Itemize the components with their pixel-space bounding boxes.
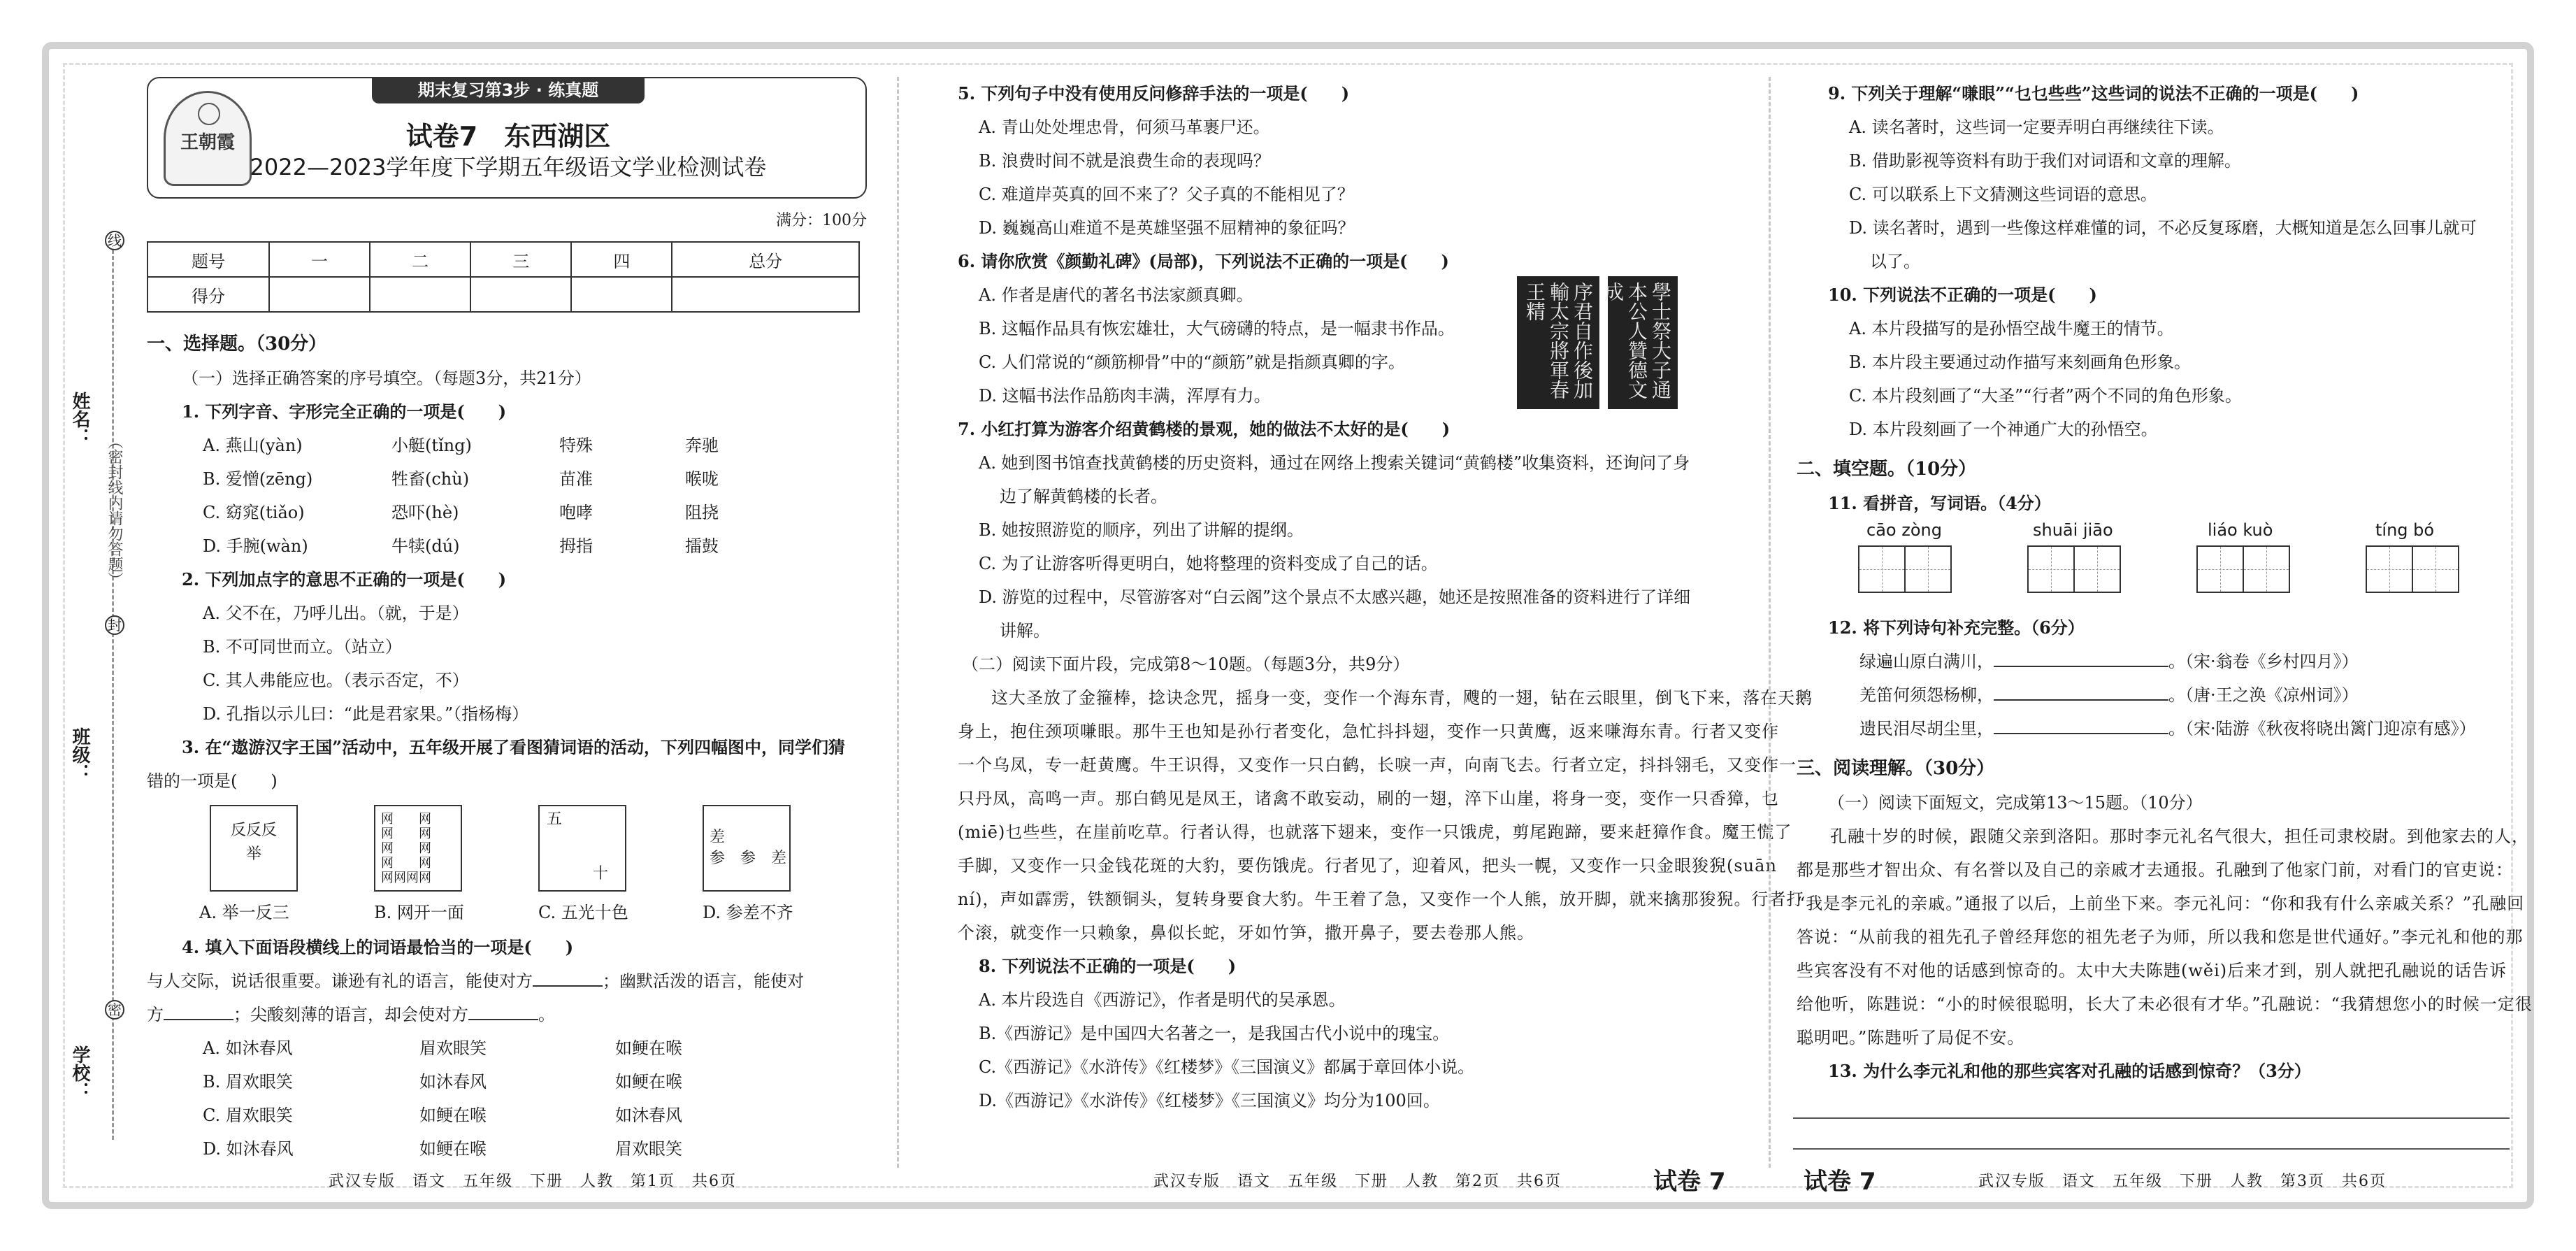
- option: A. 青山处处埋忠骨，何须马革裹尸还。: [979, 117, 1270, 137]
- option-word: 恐吓(hè): [391, 503, 459, 522]
- question-4-text-2: [147, 998, 867, 1031]
- footer-page-2: 武汉专版 语文 五年级 下册 人教 第2页 共6页: [1153, 1173, 1562, 1190]
- option: B. 她按照游览的顺序，列出了讲解的提纲。: [979, 520, 1304, 540]
- option-word: 奔驰: [685, 436, 719, 455]
- option: A. 读名著时，这些词一定要弄明白再继续往下读。: [1849, 117, 2224, 137]
- question-2-options: [147, 596, 867, 731]
- poem-source: 。（宋·陆游《秋夜将晓出篱门迎凉有感》）: [2168, 719, 2476, 738]
- option-word: 如沐春风: [615, 1106, 682, 1125]
- option: D. 孔指以示儿曰：“此是君家果。”（指杨梅）: [203, 704, 529, 724]
- score-table-row: [147, 277, 859, 312]
- question-7: 7. 小红打算为游客介绍黄鹤楼的景观，她的做法不太好的是( ): [958, 419, 1451, 439]
- question-4-text-1: [147, 964, 867, 998]
- option: A. 本片段选自《西游记》，作者是明代的吴承恩。: [979, 990, 1346, 1010]
- char-box[interactable]: [1904, 545, 1952, 593]
- question-8-options: [958, 983, 1741, 1117]
- question-4-segment: ；尖酸刻薄的语言，却会使对方: [233, 1005, 468, 1024]
- question-4-segment: 。: [538, 1005, 555, 1024]
- option: D.《西游记》《水浒传》《红楼梦》《三国演义》均分为100回。: [979, 1091, 1440, 1110]
- poem-line: 羌笛何须怨杨柳，: [1859, 685, 1994, 705]
- option-cont: 讲解。: [1000, 621, 1050, 641]
- option: C. 可以联系上下文猜测这些词语的意思。: [1849, 185, 2157, 204]
- score-cell[interactable]: [370, 277, 470, 312]
- option: A. 如沐春风: [203, 1038, 293, 1058]
- char-box[interactable]: [2073, 545, 2121, 593]
- passage-line: 些宾客没有不对他的话感到惊奇的。太中大夫陈韪(wěi)后来才到，别人就把孔融说的话告诉: [1797, 961, 2507, 980]
- option: D. 本片段刻画了一个神通广大的孙悟空。: [1849, 420, 2158, 439]
- option: A. 作者是唐代的著名书法家颜真卿。: [979, 285, 1253, 305]
- poem-row: [1859, 645, 2517, 678]
- option-word: 眉欢眼笑: [615, 1139, 682, 1159]
- seal-char-1: 线: [105, 231, 124, 250]
- pinyin-label: cāo zòng: [1866, 520, 1942, 540]
- full-score: 满分：100分: [776, 212, 867, 229]
- option-word: 小艇(tǐng): [391, 436, 472, 455]
- option-row: [203, 529, 867, 563]
- passage-line: “我是李元礼的亲戚。”通报了以后，上前坐下来。李元礼问：“你和我有什么亲戚关系？”孔融回: [1797, 894, 2525, 913]
- poem-row: [1859, 712, 2517, 745]
- option: D. 如沐春风: [203, 1139, 294, 1159]
- answer-blank[interactable]: [164, 1019, 233, 1020]
- option-row: [203, 1132, 867, 1166]
- question-7-options: [958, 446, 1741, 648]
- char-box-pair[interactable]: [2027, 545, 2120, 596]
- header-banner: 期末复习第3步 · 练真题: [372, 77, 645, 103]
- question-11: 11. 看拼音，写词语。（4分）: [1828, 493, 2051, 513]
- exam-number-3: 试卷 7: [1804, 1168, 1876, 1196]
- answer-blank[interactable]: [1994, 733, 2168, 734]
- school-label: 学校：: [69, 1045, 90, 1100]
- question-5: 5. 下列句子中没有使用反问修辞手法的一项是( ): [958, 83, 1350, 103]
- calligraphy-image-1: 序君自作後加輸太宗將軍春王精: [1517, 276, 1599, 409]
- question-10-options: [1797, 312, 2517, 446]
- seal-char-3: 密: [105, 1000, 124, 1020]
- class-label: 班级：: [69, 727, 90, 782]
- score-header-cell: 一: [269, 242, 370, 277]
- option: D. 手腕(wàn): [203, 536, 308, 556]
- option-row: [203, 462, 867, 496]
- option-row: [203, 429, 867, 462]
- option: B. 这幅作品具有恢宏雄壮，大气磅礴的特点，是一幅隶书作品。: [979, 319, 1455, 338]
- poem-lines: [1797, 645, 2517, 745]
- passage-line: 这大圣放了金箍棒，捻诀念咒，摇身一变，变作一个海东青，飕的一翅，钻在云眼里，倒飞下来，落在天鹅: [991, 688, 1813, 708]
- score-row-label: 得分: [147, 277, 269, 312]
- option-word: 眉欢眼笑: [419, 1038, 487, 1058]
- passage-line: (miē)乜些些，在崖前吃草。行者认得，也就落下翅来，变作一只饿虎，剪尾跑蹄，要来赶獐作食。魔王慌了: [958, 822, 1792, 842]
- answer-line[interactable]: [1793, 1148, 2510, 1150]
- picture-caption: C. 五光十色: [538, 903, 628, 922]
- option-word: 如鲠在喉: [615, 1038, 682, 1058]
- option-word: 特殊: [559, 436, 593, 455]
- picture-caption: A. 举一反三: [199, 903, 289, 922]
- char-box[interactable]: [2243, 545, 2290, 593]
- char-box-pair[interactable]: [2196, 545, 2289, 596]
- poem-line: 绿遍山原白满川，: [1859, 652, 1994, 671]
- option: B. 眉欢眼笑: [203, 1072, 293, 1092]
- option: D. 这幅书法作品筋肉丰满，浑厚有力。: [979, 386, 1271, 406]
- option: C. 本片段刻画了“大圣”“行者”两个不同的角色形象。: [1849, 386, 2242, 406]
- option: A. 她到图书馆查找黄鹤楼的历史资料，通过在网络上搜索关键词“黄鹤楼”收集资料，还询问了身: [979, 453, 1690, 473]
- footer-page-1: 武汉专版 语文 五年级 下册 人教 第1页 共6页: [329, 1173, 737, 1190]
- option-row: [203, 496, 867, 529]
- section-3-title: 三、阅读理解。（30分）: [1797, 758, 1995, 779]
- question-5-options: [958, 110, 1741, 245]
- option: C. 人们常说的“颜筋柳骨”中的“颜筋”就是指颜真卿的字。: [979, 352, 1405, 372]
- option: C. 为了让游客听得更明白，她将整理的资料变成了自己的话。: [979, 554, 1438, 573]
- option-word: 如沐春风: [419, 1072, 487, 1092]
- option-word: 喉咙: [685, 469, 719, 489]
- char-box[interactable]: [2027, 545, 2075, 593]
- pinyin-grid: [1797, 520, 2517, 611]
- exam-title: 试卷7 东西湖区: [405, 121, 611, 152]
- header-box: [147, 77, 867, 199]
- answer-blank[interactable]: [1994, 699, 2168, 701]
- passage-line: 个滚，就变作一只赖象，鼻似长蛇，牙如竹笋，撒开鼻子，要去卷那人熊。: [958, 923, 1534, 943]
- option-word: 牛犊(dú): [391, 536, 460, 556]
- picture-caption: D. 参差不齐: [703, 903, 793, 922]
- passage-line: ní)，声如霹雳，铁额铜头，复转身要食大豹。牛王着了急，又变作一个人熊，放开脚，就来擒那狻猊。行者打: [958, 889, 1804, 909]
- question-4-segment: ；幽默活泼的语言，能使对: [603, 971, 804, 991]
- question-3: 3. 在“遨游汉字王国”活动中，五年级开展了看图猜词语的活动，下列四幅图中，同学们猜: [182, 737, 846, 757]
- exam-number-2: 试卷 7: [1653, 1168, 1726, 1196]
- score-header-cell: 题号: [147, 242, 269, 277]
- option-word: 牲畜(chù): [391, 469, 470, 489]
- reading-passage-2: [1797, 820, 2533, 1055]
- option: B. 浪费时间不就是浪费生命的表现吗？: [979, 151, 1270, 171]
- option-row: [203, 1099, 867, 1132]
- score-table: [147, 241, 860, 313]
- question-13: 13. 为什么李元礼和他的那些宾客对孔融的话感到惊奇？（3分）: [1828, 1061, 2311, 1081]
- picture-b: 网 网 网 网 网 网 网 网 网网网网: [374, 805, 462, 892]
- picture-caption: B. 网开一面: [374, 903, 464, 922]
- question-3-cont: 错的一项是( ): [147, 771, 278, 791]
- question-12: 12. 将下列诗句补充完整。（6分）: [1828, 617, 2085, 638]
- option: B.《西游记》是中国四大名著之一，是我国古代小说中的瑰宝。: [979, 1024, 1450, 1043]
- option-cont: 边了解黄鹤楼的长者。: [1000, 487, 1167, 506]
- pinyin-label: liáo kuò: [2208, 520, 2273, 540]
- logo-text: 王朝霞: [180, 132, 235, 153]
- answer-line[interactable]: [1793, 1117, 2510, 1119]
- question-8: 8. 下列说法不正确的一项是( ): [979, 956, 1237, 976]
- option: C. 其人弗能应也。（表示否定，不）: [203, 671, 469, 690]
- passage-line: 孔融十岁的时候，跟随父亲到洛阳。那时李元礼名气很大，担任司隶校尉。到他家去的人，: [1830, 827, 2529, 846]
- answer-blank[interactable]: [533, 985, 603, 987]
- poem-row: [1859, 678, 2517, 712]
- option-row: [203, 1065, 867, 1099]
- question-4-options: [147, 1031, 867, 1166]
- option: B. 不可同世而立。（站立）: [203, 637, 402, 657]
- option-word: 阻挠: [685, 503, 719, 522]
- question-4-segment: 方: [147, 1005, 164, 1024]
- option: B. 爱憎(zēng): [203, 469, 313, 489]
- option-cont: 以了。: [1870, 252, 1920, 271]
- char-box[interactable]: [1858, 545, 1906, 593]
- column-divider: [897, 77, 899, 1168]
- pinyin-label: tíng bó: [2375, 520, 2435, 540]
- name-label: 姓名：: [69, 392, 90, 446]
- footer-page-3: 武汉专版 语文 五年级 下册 人教 第3页 共6页: [1978, 1173, 2387, 1190]
- score-table-header-row: [147, 242, 859, 277]
- score-cell[interactable]: [269, 277, 370, 312]
- char-box[interactable]: [2196, 545, 2244, 593]
- column-2: [958, 77, 1813, 1117]
- question-4-segment: 与人交际，说话很重要。谦逊有礼的语言，能使对方: [147, 971, 533, 991]
- question-1-options: [147, 429, 867, 563]
- passage-line: 给他听，陈韪说：“小的时候很聪明，长大了未必很有才华。”孔融说：“我猜想您小的时候一定很: [1797, 994, 2533, 1014]
- score-cell[interactable]: [571, 277, 672, 312]
- section-2-title: 二、填空题。（10分）: [1797, 459, 1977, 480]
- score-cell[interactable]: [672, 277, 859, 312]
- option: C. 窈窕(tiǎo): [203, 503, 305, 522]
- passage-line: 答说：“从前我的祖先孔子曾经拜您的祖先老子为师，所以我和您是世代通好。”李元礼和他的那: [1797, 927, 2524, 947]
- exam-subtitle: 2022—2023学年度下学期五年级语文学业检测试卷: [250, 154, 767, 180]
- score-header-cell: 二: [370, 242, 470, 277]
- subsection-1-title: （一）选择正确答案的序号填空。（每题3分，共21分）: [182, 369, 591, 388]
- score-header-cell: 总分: [672, 242, 859, 277]
- char-box-pair[interactable]: [1858, 545, 1950, 596]
- subsection-3-title: （一）阅读下面短文，完成第13～15题。（10分）: [1828, 793, 2203, 813]
- char-box[interactable]: [2412, 545, 2459, 593]
- option: C. 难道岸英真的回不来了？父子真的不能相见了？: [979, 185, 1354, 204]
- option: B. 本片段主要通过动作描写来刻画角色形象。: [1849, 352, 2191, 372]
- seal-char-2: 封: [105, 615, 124, 635]
- option: D. 游览的过程中，尽管游客对“白云阁”这个景点不太感兴趣，她还是按照准备的资料进行了详细: [979, 587, 1691, 607]
- passage-line: 手脚，又变作一只金钱花斑的大豹，要伤饿虎。行者见了，迎着风，把头一幌，又变作一只金眼狻猊(suān: [958, 856, 1777, 875]
- question-2: 2. 下列加点字的意思不正确的一项是( ): [182, 569, 507, 589]
- answer-blank[interactable]: [468, 1019, 538, 1020]
- calligraphy-image-2: 學士祭大子通本公人贊德文成: [1608, 276, 1678, 409]
- question-10: 10. 下列说法不正确的一项是( ): [1828, 285, 2097, 305]
- poem-line: 遗民泪尽胡尘里，: [1859, 719, 1994, 738]
- score-header-cell: 三: [470, 242, 571, 277]
- column-divider: [1769, 77, 1771, 1168]
- reading-passage-1: [958, 681, 1813, 950]
- pinyin-label: shuāi jiāo: [2033, 520, 2113, 540]
- option: B. 借助影视等资料有助于我们对词语和文章的理解。: [1849, 151, 2241, 171]
- option: C.《西游记》《水浒传》《红楼梦》《三国演义》都属于章回体小说。: [979, 1057, 1475, 1077]
- option-word: 苗准: [559, 469, 593, 489]
- option: C. 眉欢眼笑: [203, 1106, 293, 1125]
- option-word: 擂鼓: [685, 536, 719, 556]
- char-box[interactable]: [2366, 545, 2413, 593]
- picture-c: 五 十: [538, 805, 626, 892]
- char-box-pair[interactable]: [2366, 545, 2458, 596]
- column-3: [1797, 77, 2533, 1088]
- option-word: 如鲠在喉: [419, 1139, 487, 1159]
- section-1-title: 一、选择题。（30分）: [147, 334, 327, 355]
- option-word: 如鲠在喉: [615, 1072, 682, 1092]
- picture-a: 反反反 举: [210, 805, 298, 892]
- option-word: 如鲠在喉: [419, 1106, 487, 1125]
- option: A. 燕山(yàn): [203, 436, 303, 455]
- score-cell[interactable]: [470, 277, 571, 312]
- question-9-options: [1797, 110, 2517, 278]
- subsection-2-title: （二）阅读下面片段，完成第8～10题。（每题3分，共9分）: [962, 655, 1410, 674]
- column-1: [147, 77, 867, 1166]
- poem-source: 。（唐·王之涣《凉州词》）: [2168, 685, 2359, 705]
- question-9: 9. 下列关于理解“嗛眼”“乜乜些些”这些词的说法不正确的一项是( ): [1828, 83, 2359, 103]
- passage-line: 聪明吧。”陈韪听了局促不安。: [1797, 1028, 2025, 1048]
- option: D. 读名著时，遇到一些像这样难懂的词，不必反复琢磨，大概知道是怎么回事儿就可: [1849, 218, 2477, 238]
- passage-line: 都是那些才智出众、有名誉以及自己的亲戚才去通报。孔融到了他家门前，对看门的官吏说：: [1797, 860, 2513, 880]
- passage-line: 身上，抱住颈项嗛眼。那牛王也知是孙行者变化，急忙抖抖翅，变作一只黄鹰，返来嗛海东青。行者又变作: [958, 722, 1779, 741]
- question-4: 4. 填入下面语段横线上的词语最恰当的一项是( ): [182, 937, 574, 957]
- score-header-cell: 四: [571, 242, 672, 277]
- question-6: 6. 请你欣赏《颜勤礼碑》(局部)，下列说法不正确的一项是( ): [958, 251, 1449, 271]
- question-1: 1. 下列字音、字形完全正确的一项是( ): [182, 401, 507, 422]
- passage-line: 一个乌凤，专一赶黄鹰。牛王识得，又变作一只白鹤，长唳一声，向南飞去。行者立定，抖抖翎毛，又变作一: [958, 755, 1797, 775]
- option: A. 本片段描写的是孙悟空战牛魔王的情节。: [1849, 319, 2174, 338]
- option-word: 拇指: [559, 536, 593, 556]
- answer-blank[interactable]: [1994, 666, 2168, 667]
- option-word: 咆哮: [559, 503, 593, 522]
- seal-note: （密封线内请勿答题）: [106, 434, 123, 587]
- question-3-pictures: [147, 798, 867, 931]
- passage-line: 只丹凤，高鸣一声。那白鹤见是凤王，诸禽不敢妄动，刷的一翅，淬下山崖，将身一变，变作一只香獐，乜: [958, 789, 1779, 808]
- poem-source: 。（宋·翁卷《乡村四月》）: [2168, 652, 2359, 671]
- option: D. 巍巍高山难道不是英雄坚强不屈精神的象征吗？: [979, 218, 1355, 238]
- option-row: [203, 1031, 867, 1065]
- option: A. 父不在，乃呼儿出。（就，于是）: [203, 603, 469, 623]
- picture-d: 差 参 参 差: [703, 805, 791, 892]
